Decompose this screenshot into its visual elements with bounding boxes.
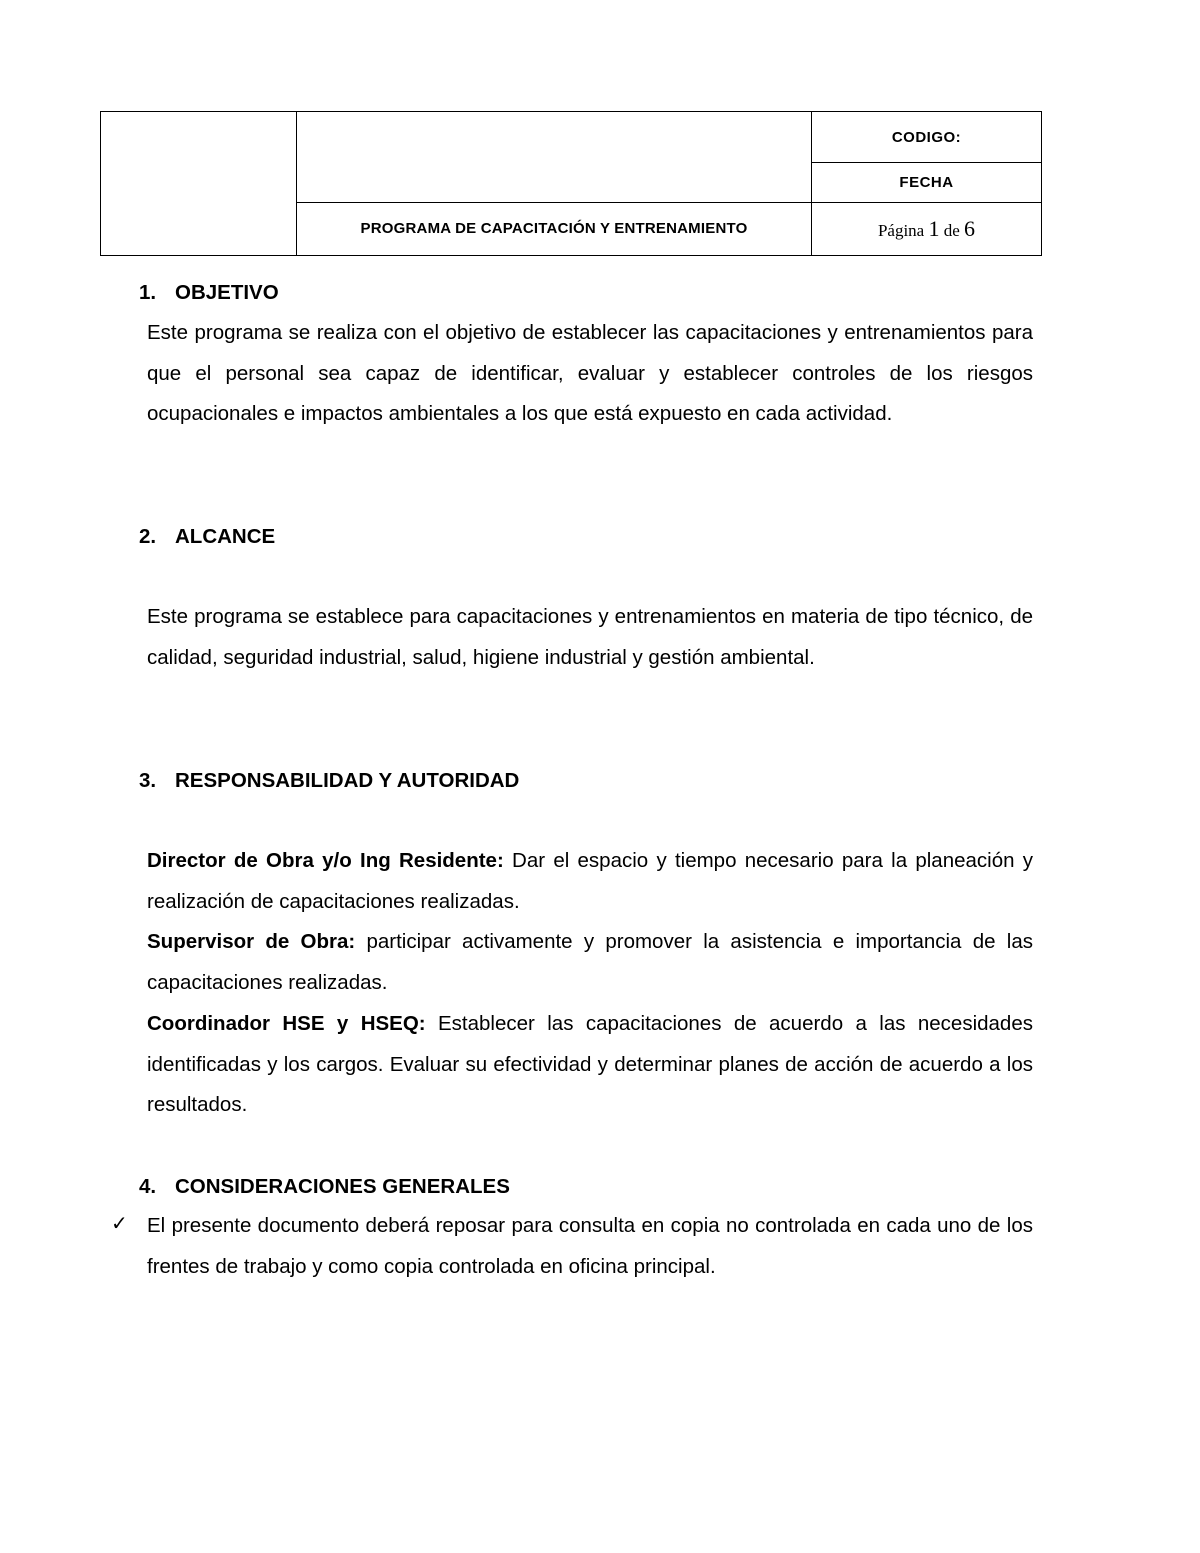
alcance-paragraph: Este programa se establece para capacitaciones y entrenamientos en materia de tipo técnico, de calidad, seguridad industrial, salud, higiene industrial y gestión ambiental. (147, 605, 1033, 669)
role-description: Establecer las capacitaciones de acuerdo a las necesidades identificadas y los cargos. Evaluar su efectividad y determinar planes de acción de acuerdo a los resultados. (147, 1011, 1033, 1117)
objetivo-paragraph: Este programa se realiza con el objetivo de establecer las capacitaciones y entrenamientos para que el personal sea capaz de identificar, evaluar y establecer controles de los riesgos ocupacionales e impactos ambientales a los que está expuesto en cada actividad. (147, 321, 1033, 426)
role-item (147, 922, 1033, 1003)
section-heading-responsabilidad (139, 769, 519, 793)
role-item (147, 841, 1033, 922)
role-description: participar activamente y promover la asistencia e importancia de las capacitaciones realizadas. (147, 930, 1033, 995)
responsabilidad-list (147, 841, 1033, 1126)
consideraciones-paragraph: El presente documento deberá reposar para consulta en copia no controlada en cada uno de los frentes de trabajo y como copia controlada en oficina principal. (147, 1214, 1033, 1278)
section-title: RESPONSABILIDAD Y AUTORIDAD (175, 769, 520, 792)
header-blank-cell (297, 112, 812, 203)
role-name: Coordinador HSE y HSEQ: (147, 1011, 426, 1035)
date-label: FECHA (812, 163, 1042, 202)
role-name: Supervisor de Obra: (147, 930, 356, 954)
section-heading-consideraciones (139, 1175, 510, 1199)
page-prefix: Página (877, 220, 925, 240)
role-item (147, 1004, 1033, 1126)
role-description: Dar el espacio y tiempo necesario para la planeación y realización de capacitaciones realizadas. (147, 849, 1034, 913)
page-of: de (943, 220, 960, 240)
logo-cell (101, 112, 297, 256)
section-heading-objetivo (139, 281, 279, 305)
document-title: PROGRAMA DE CAPACITACIÓN Y ENTRENAMIENTO (297, 202, 812, 255)
section-number: 4. (139, 1175, 157, 1198)
page-total: 6 (964, 215, 976, 241)
section-title: ALCANCE (175, 525, 276, 548)
code-label: CODIGO: (812, 112, 1042, 163)
check-icon: ✓ (111, 1211, 128, 1235)
document-header-table (100, 111, 1042, 256)
section-number: 2. (139, 525, 157, 548)
section-title: CONSIDERACIONES GENERALES (175, 1175, 510, 1198)
role-name: Director de Obra y/o Ing Residente: (147, 849, 504, 872)
page-current: 1 (928, 215, 940, 241)
section-heading-alcance (139, 525, 275, 549)
section-number: 1. (139, 281, 157, 304)
page-indicator (812, 202, 1042, 255)
section-number: 3. (139, 769, 157, 792)
section-title: OBJETIVO (175, 281, 279, 304)
